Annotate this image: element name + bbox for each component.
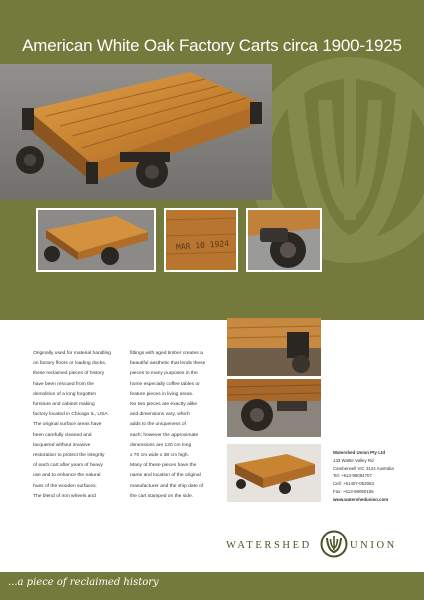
contact-block	[333, 449, 423, 504]
body-line: lacquered without invasive	[33, 442, 91, 448]
tagline: ...a piece of reclaimed history	[8, 577, 159, 588]
body-line: been carefully cleaned and	[33, 432, 92, 438]
hero-photo	[0, 64, 272, 200]
body-line: No two pieces are exactly alike	[130, 402, 198, 408]
address-line: Camberwell VIC 3124 Australia	[333, 465, 394, 471]
body-line: demolition of a long forgotten	[33, 391, 97, 397]
footer-band	[0, 572, 424, 600]
body-line: have been rescued from the	[33, 381, 94, 387]
body-line: The blend of iron wheels and	[33, 493, 96, 499]
body-line: dimensions are 120 cm long	[130, 442, 192, 448]
body-line: fittings with aged timber creates a	[130, 351, 203, 356]
address-line: 133 Wattle Valley Rd	[333, 457, 374, 463]
body-line: use and to enhance the natural	[33, 473, 101, 479]
brand-word-right: UNION	[350, 540, 397, 551]
brand-logo	[222, 528, 412, 564]
body-line: and dimensions vary, which	[130, 412, 190, 418]
side-photo-cart-table	[227, 444, 321, 502]
body-line: x 70 cm wide x 38 cm high.	[130, 453, 189, 459]
body-line: Many of these pieces have the	[130, 463, 197, 469]
body-line: name and location of the original	[130, 473, 201, 479]
body-text-right	[130, 349, 222, 502]
cell-number: Cell: +61407-053063	[333, 481, 374, 487]
stamp-text: MAR 10 1924	[175, 239, 230, 252]
body-line: adds to the uniqueness of	[130, 422, 187, 428]
body-line: factory located in Chicago IL, USA.	[33, 412, 109, 418]
company-name: Watershed Union Pty Ltd	[333, 450, 386, 455]
phone-number: Tel: +613-98094707	[333, 473, 372, 479]
body-line: The original surface areas have	[33, 422, 102, 428]
body-line: furniture and cabinet making	[33, 402, 95, 408]
body-line: on factory floors or loading docks,	[33, 361, 107, 367]
body-line: of each cart after years of heavy	[33, 463, 103, 469]
brand-word-left: WATERSHED	[226, 540, 312, 551]
body-line: hues of the wooden surfaces.	[33, 483, 97, 489]
body-line: beautiful aesthetic that lends these	[130, 361, 206, 367]
body-line: each; however the approximate	[130, 432, 199, 438]
thumbnail-stamped-timber	[164, 208, 238, 272]
body-line: the cart stamped on the side.	[130, 493, 194, 499]
wu-monogram-icon	[320, 530, 348, 558]
thumbnail-cart-angle	[36, 208, 156, 272]
thumbnail-iron-wheel	[246, 208, 322, 272]
page-title: American White Oak Factory Carts circa 1900-1925	[22, 36, 402, 55]
body-line: manufacturer and the ship date of	[130, 483, 204, 489]
body-line: feature pieces in living areas.	[130, 391, 194, 397]
website-link[interactable]: www.watershedunion.com	[333, 496, 389, 502]
side-photo-cart-wheel	[227, 379, 321, 437]
body-line: pieces to many purposes in the	[130, 371, 198, 377]
fax-number: Fax: +613-98090155	[333, 488, 374, 494]
body-line: restoration to protect the integrity	[33, 453, 105, 459]
body-line: home especially coffee tables or	[130, 381, 200, 387]
body-line: these reclaimed pieces of history	[33, 371, 105, 377]
body-line: Originally used for material handling	[33, 351, 112, 356]
body-text-left	[33, 349, 125, 502]
side-photo-cart-corner	[227, 318, 321, 376]
